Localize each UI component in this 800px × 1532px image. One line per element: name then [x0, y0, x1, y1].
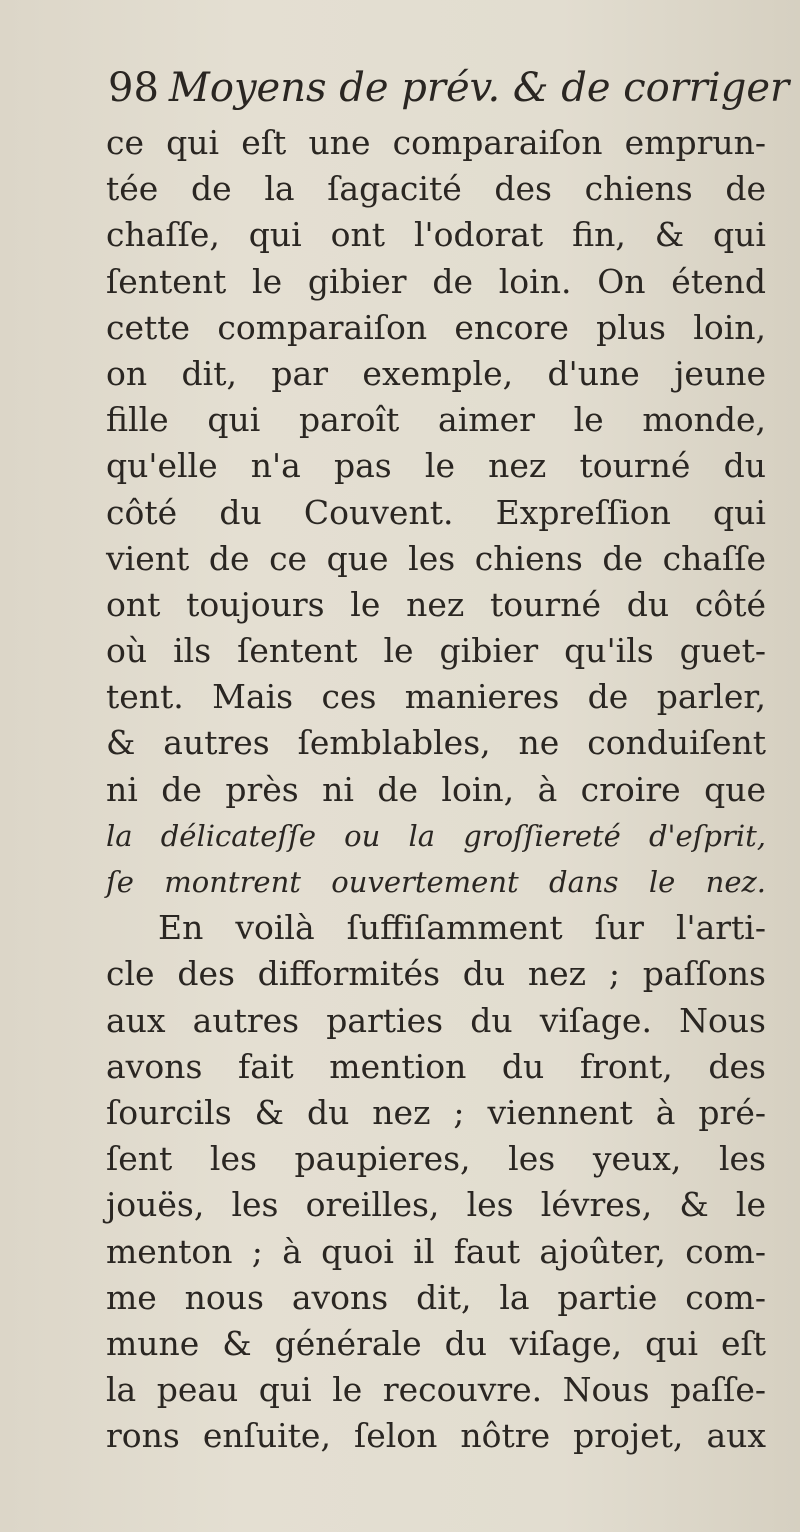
text-line: tent. Mais ces manieres de parler,: [106, 677, 766, 717]
text-line: me nous avons dit, la partie com-: [106, 1277, 766, 1317]
text-line: menton ; à quoi il faut ajoûter, com-: [106, 1231, 766, 1271]
text-line: ont toujours le nez tourné du côté: [106, 584, 766, 624]
running-header: [108, 62, 790, 114]
text-line: la peau qui le recouvre. Nous paſſe-: [106, 1370, 766, 1410]
italic-text-line: la délicateſſe ou la groſſiereté d'eſprit,: [106, 818, 766, 853]
text-line: ſent les paupieres, les yeux, les: [106, 1139, 766, 1179]
text-line: jouës, les oreilles, les lévres, & le: [106, 1185, 766, 1225]
text-line: aux autres parties du viſage. Nous: [106, 1000, 766, 1040]
text-line: qu'elle n'a pas le nez tourné du: [106, 446, 766, 486]
text-line: vient de ce que les chiens de chaſſe: [106, 538, 766, 578]
text-line: ce qui eſt une comparaiſon emprun-: [106, 123, 766, 162]
text-line: ſourcils & du nez ; viennent à pré-: [106, 1092, 766, 1132]
text-line: ſentent le gibier de loin. On étend: [106, 261, 766, 301]
text-line: avons fait mention du front, des: [106, 1046, 766, 1086]
page-body: [106, 120, 766, 1459]
text-line: tée de la ſagacité des chiens de: [106, 169, 766, 209]
text-line: chaſſe, qui ont l'odorat fin, & qui: [106, 215, 766, 255]
text-line: fille qui paroît aimer le monde,: [106, 400, 766, 440]
text-line: on dit, par exemple, d'une jeune: [106, 353, 766, 393]
text-line: mune & générale du viſage, qui eſt: [106, 1323, 766, 1363]
text-line: rons enſuite, ſelon nôtre projet, aux: [106, 1416, 766, 1456]
text-line: & autres ſemblables, ne conduiſent: [106, 723, 766, 763]
running-title: Moyens de prév. & de corriger: [168, 65, 790, 111]
paragraph-first-line: En voilà ſuffiſamment ſur l'arti-: [158, 908, 766, 948]
page-number: 98: [108, 65, 159, 111]
text-line: où ils ſentent le gibier qu'ils guet-: [106, 631, 766, 671]
text-line: côté du Couvent. Expreſſion qui: [106, 492, 766, 532]
italic-text-line: ſe montrent ouvertement dans le nez.: [106, 865, 766, 899]
text-line: cle des difformités du nez ; paſſons: [106, 954, 766, 994]
text-line: cette comparaiſon encore plus loin,: [106, 307, 766, 347]
text-line: ni de près ni de loin, à croire que: [106, 769, 766, 809]
